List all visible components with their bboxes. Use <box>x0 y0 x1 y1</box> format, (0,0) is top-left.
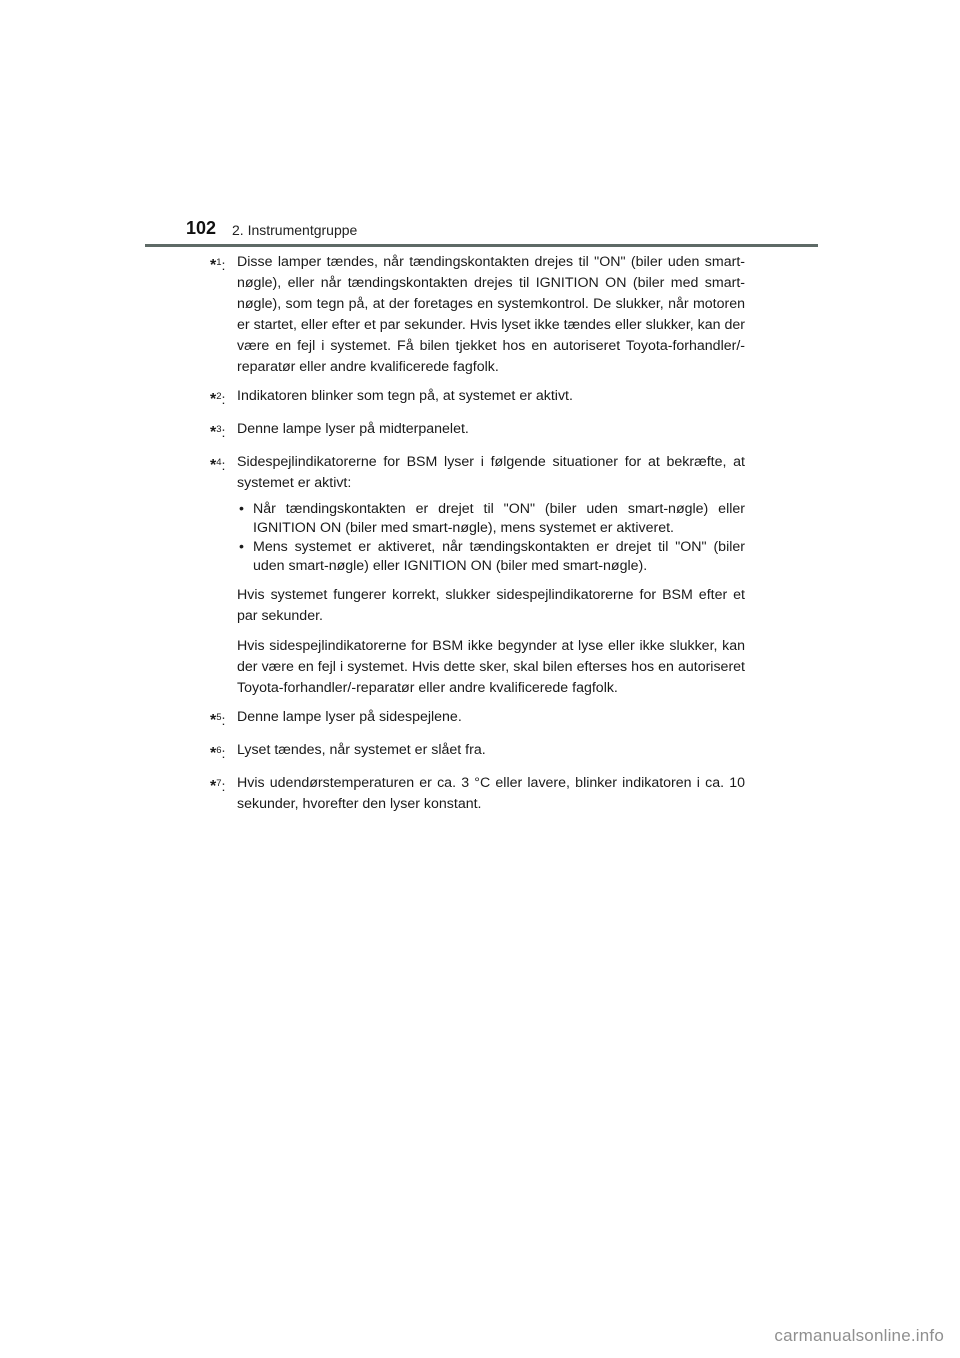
footnote-2 <box>210 386 745 411</box>
asterisk: * <box>210 257 217 274</box>
footnote-number: 7 <box>216 778 222 789</box>
footnote-text: Denne lampe lyser på sidespejlene. <box>237 709 462 725</box>
footnote-4 <box>210 452 745 699</box>
footnote-number: 3 <box>216 424 222 435</box>
footnote-number: 4 <box>216 457 222 468</box>
footnote-6 <box>210 740 745 765</box>
asterisk: * <box>210 745 217 762</box>
footnote-marker: *$^7$: <box>210 778 226 795</box>
footnote-number: 5 <box>216 712 222 723</box>
asterisk: * <box>210 424 217 441</box>
asterisk: * <box>210 457 217 474</box>
footnote-marker: *$^6$: <box>210 745 226 762</box>
footnote-marker: *$^4$: <box>210 457 226 474</box>
page-number: 102 <box>186 218 217 238</box>
footnote-marker: *$^5$: <box>210 712 226 729</box>
footnote-marker: *$^1$: <box>210 257 226 274</box>
footnote-text: Hvis sidespejlindikatorerne for BSM ikke begynder at lyse eller ikke slukker, kan der være en fejl i systemet. Hvis dette sker, skal bilen efterses hos en autoriseret Toyota-forhandler/-reparatør eller andre kvalificerede fagfolk. <box>237 638 745 696</box>
footnote-text: Denne lampe lyser på midterpanelet. <box>237 421 469 437</box>
footnote-intro: Sidespejlindikatorerne for BSM lyser i følgende situationer for at bekræfte, at systemet er aktivt: <box>237 454 745 491</box>
list-item: • Mens systemet er aktiveret, når tændingskontakten er drejet til "ON" (biler uden smart-nøgle) eller IGNITION ON (biler med smart-nøgle). <box>237 538 745 576</box>
footnote-number: 2 <box>216 391 222 402</box>
chapter-title: 2. Instrumentgruppe <box>232 222 358 238</box>
footnote-text: Disse lamper tændes, når tændingskontakten drejes til "ON" (biler uden smart-nøgle), eller når tændingskontakten drejes til IGNITION ON (biler med smart-nøgle), som tegn på, at der foretages en systemkontrol. De slukker, når motoren er startet, eller efter et par sekunder. Hvis lyset ikke tændes eller slukker, kan der være en fejl i systemet. Få bilen tjekket hos en autoriseret Toyota-forhandler/-reparatør eller andre kvalificerede fagfolk. <box>237 254 745 375</box>
list-item: • Når tændingskontakten er drejet til "ON" (biler uden smart-nøgle) eller IGNITION ON (biler med smart-nøgle), mens systemet er aktiveret. <box>237 500 745 538</box>
footnote-marker: *$^3$: <box>210 424 226 441</box>
footnote-text: Hvis udendørstemperaturen er ca. 3 °C eller lavere, blinker indikatoren i ca. 10 sekunder, hvorefter den lyser konstant. <box>237 775 745 812</box>
header-rule <box>145 244 818 247</box>
footnote-text: Hvis systemet fungerer korrekt, slukker sidespejlindikatorerne for BSM efter et par sekunder. <box>237 587 745 624</box>
footnote-marker: *$^2$: <box>210 391 226 408</box>
footnotes <box>210 252 745 823</box>
bullet-list <box>237 500 745 576</box>
footnote-3 <box>210 419 745 444</box>
footnote-text: Indikatoren blinker som tegn på, at systemet er aktivt. <box>237 388 573 404</box>
footnote-7 <box>210 773 745 815</box>
footnote-5 <box>210 707 745 732</box>
footnote-text: Lyset tændes, når systemet er slået fra. <box>237 742 486 758</box>
watermark[interactable]: carmanualsonline.info <box>774 1326 944 1345</box>
footnote-number: 1 <box>216 257 222 268</box>
footnote-1 <box>210 252 745 378</box>
asterisk: * <box>210 712 217 729</box>
footnote-number: 6 <box>216 745 222 756</box>
asterisk: * <box>210 391 217 408</box>
asterisk: * <box>210 778 217 795</box>
